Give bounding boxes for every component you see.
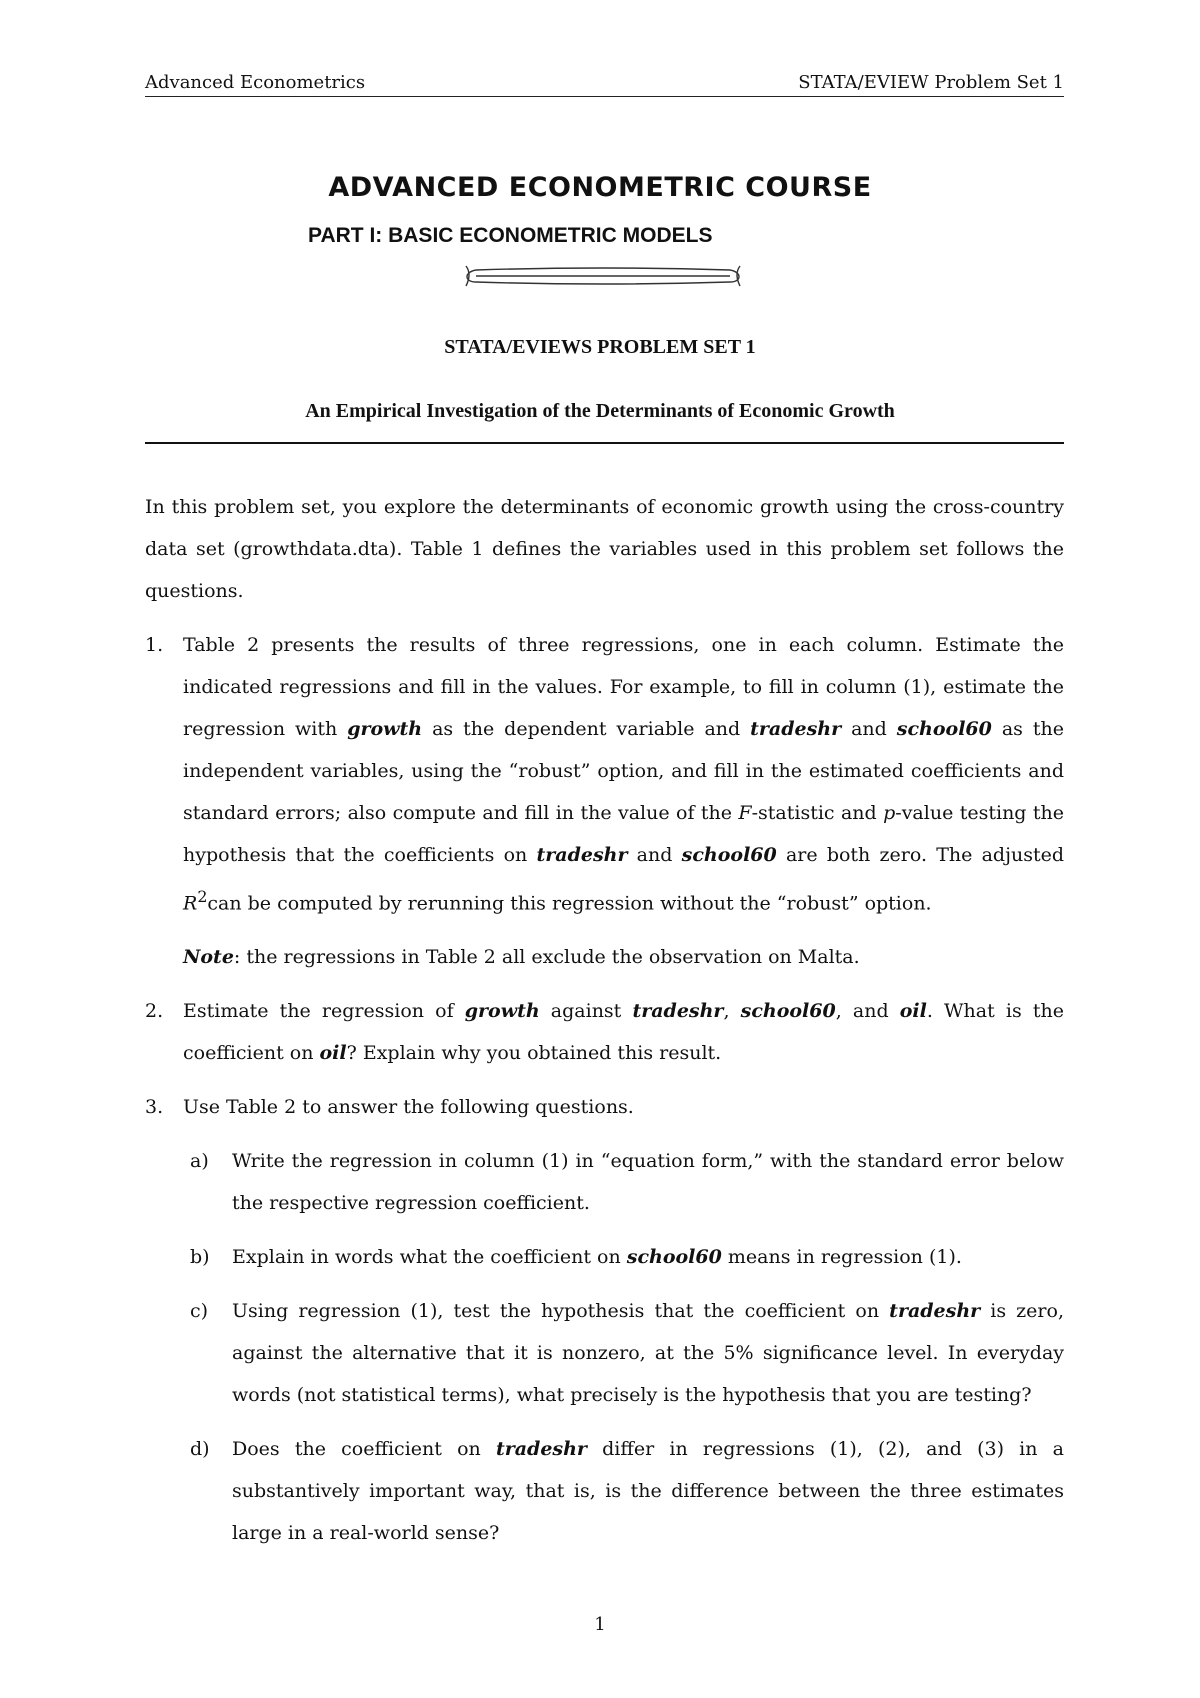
question-3d: d) Does the coefficient on tradeshr differ in regressions (1), (2), and (3) in a substantively important way, that is, is the difference between the three estimates large in a real-world sense? <box>145 1428 1064 1554</box>
page-header <box>145 70 1064 97</box>
title-divider <box>145 442 1064 444</box>
p-symbol: p <box>883 802 896 824</box>
course-title: ADVANCED ECONOMETRIC COURSE <box>328 172 872 203</box>
question-number: 1. <box>145 634 164 656</box>
document-subtitle: An Empirical Investigation of the Determinants of Economic Growth <box>305 400 895 422</box>
f-symbol: F <box>738 802 752 824</box>
variable-name: school60 <box>740 1000 836 1023</box>
question-3a: a) Write the regression in column (1) in “equation form,” with the standard error below the respective regression coefficient. <box>145 1140 1064 1224</box>
r-symbol: R <box>183 892 198 915</box>
page-number: 1 <box>594 1614 606 1635</box>
question-2: 2. Estimate the regression of growth against tradeshr, school60, and oil. What is the coefficient on oil? Explain why you obtained this result. <box>145 990 1064 1074</box>
sub-question-letter: b) <box>190 1246 210 1269</box>
variable-name: tradeshr <box>889 1300 981 1323</box>
question-number: 3. <box>145 1096 164 1119</box>
scroll-ornament-icon <box>462 262 744 290</box>
sub-question-letter: c) <box>190 1300 209 1323</box>
variable-name: tradeshr <box>750 718 842 740</box>
variable-name: growth <box>347 718 423 740</box>
intro-paragraph: In this problem set, you explore the determinants of economic growth using the cross-country data set (growthdata.dta). Table 1 defines the variables used in this problem set follows the questions. <box>145 496 1064 602</box>
note-label: Note <box>183 946 234 969</box>
superscript: 2 <box>197 887 208 906</box>
question-1: 1. Table 2 presents the results of three regressions, one in each column. Estimate the indicated regressions and fill in the values. For example, to fill in column (1), estimate the regression with growth as the dependent variable and tradeshr and school60 as the independent variables, using the “robust” option, and fill in the estimated coefficients and standard errors; also compute and fill in the value of the F-statistic and p-value testing the hypothesis that the coefficients on tradeshr and school60 are both zero. The adjusted $R^2can$ be computed by rerunning this regression without the “robust” option. <box>145 624 1064 924</box>
document-body <box>145 486 1064 1566</box>
sub-question-letter: d) <box>190 1438 210 1461</box>
variable-name: school60 <box>896 718 992 740</box>
header-left: Advanced Econometrics <box>145 72 366 93</box>
part-subtitle: PART I: BASIC ECONOMETRIC MODELS <box>308 224 713 247</box>
variable-name: growth <box>464 1000 540 1023</box>
problem-set-heading: STATA/EVIEWS PROBLEM SET 1 <box>444 336 756 358</box>
question-3c: c) Using regression (1), test the hypothesis that the coefficient on tradeshr is zero, against the alternative that it is nonzero, at the 5% significance level. In everyday words (not statistical terms), what precisely is the hypothesis that you are testing? <box>145 1290 1064 1416</box>
variable-name: tradeshr <box>495 1438 587 1461</box>
sub-question-letter: a) <box>190 1150 209 1173</box>
question-number: 2. <box>145 1000 164 1023</box>
variable-name: school60 <box>681 844 777 866</box>
note-paragraph: Note: the regressions in Table 2 all exclude the observation on Malta. <box>183 946 860 969</box>
variable-name: oil <box>899 1000 927 1023</box>
variable-name: school60 <box>626 1246 722 1269</box>
variable-name: oil <box>319 1042 347 1065</box>
question-3: 3. Use Table 2 to answer the following questions. <box>145 1086 1064 1128</box>
variable-name: tradeshr <box>536 844 628 866</box>
header-right: STATA/EVIEW Problem Set 1 <box>798 72 1064 93</box>
variable-name: tradeshr <box>632 1000 724 1023</box>
question-3b: b) Explain in words what the coefficient on school60 means in regression (1). <box>145 1236 1064 1278</box>
